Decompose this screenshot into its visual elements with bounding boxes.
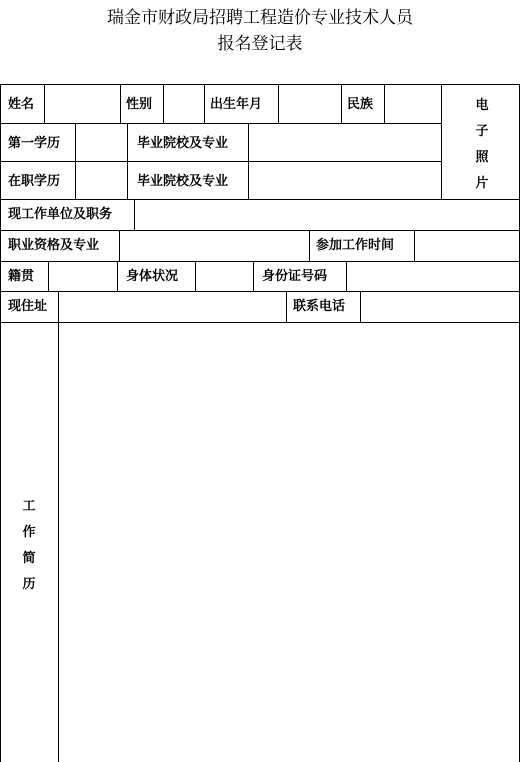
health-field[interactable] bbox=[196, 262, 253, 291]
birth-field[interactable] bbox=[279, 85, 341, 123]
col-divider bbox=[253, 261, 254, 291]
col-divider bbox=[341, 84, 342, 123]
qualification-label: 职业资格及专业 bbox=[8, 238, 100, 253]
native-place-field[interactable] bbox=[49, 262, 117, 291]
health-label: 身体状况 bbox=[126, 269, 179, 284]
phone-field[interactable] bbox=[361, 292, 519, 322]
id-number-label: 身份证号码 bbox=[262, 269, 328, 284]
form-subtitle: 报名登记表 bbox=[217, 34, 303, 54]
resume-char: 历 bbox=[22, 577, 36, 592]
school-major-label-1: 毕业院校及专业 bbox=[137, 136, 229, 151]
col-divider bbox=[309, 230, 310, 261]
current-job-label: 现工作单位及职务 bbox=[8, 207, 113, 222]
name-label: 姓名 bbox=[8, 97, 35, 112]
ethnicity-label: 民族 bbox=[347, 97, 374, 112]
first-education-label: 第一学历 bbox=[8, 136, 61, 151]
work-resume-field[interactable] bbox=[59, 323, 519, 762]
col-divider bbox=[204, 84, 205, 123]
phone-label: 联系电话 bbox=[293, 299, 346, 314]
col-divider bbox=[127, 123, 128, 199]
photo-char: 子 bbox=[475, 124, 489, 139]
resume-char: 工 bbox=[22, 499, 36, 514]
photo-char: 片 bbox=[475, 176, 489, 191]
birth-label: 出生年月 bbox=[210, 97, 263, 112]
photo-char: 电 bbox=[475, 98, 489, 113]
col-divider bbox=[120, 84, 121, 123]
registration-form-table bbox=[0, 84, 520, 762]
work-resume-label bbox=[19, 494, 39, 598]
resume-char: 作 bbox=[22, 525, 36, 540]
photo-cell-label[interactable] bbox=[472, 93, 492, 197]
inservice-education-field[interactable] bbox=[76, 162, 127, 199]
gender-label: 性别 bbox=[126, 97, 153, 112]
ethnicity-field[interactable] bbox=[385, 85, 441, 123]
resume-char: 简 bbox=[22, 551, 36, 566]
id-number-field[interactable] bbox=[347, 262, 519, 291]
work-start-label: 参加工作时间 bbox=[316, 238, 395, 253]
school-major-field-2[interactable] bbox=[249, 162, 441, 199]
qualification-field[interactable] bbox=[120, 231, 309, 261]
address-label: 现住址 bbox=[8, 299, 48, 314]
gender-field[interactable] bbox=[164, 85, 204, 123]
school-major-field-1[interactable] bbox=[249, 124, 441, 161]
photo-char: 照 bbox=[475, 150, 489, 165]
inservice-education-label: 在职学历 bbox=[8, 174, 61, 189]
work-start-field[interactable] bbox=[415, 231, 519, 261]
col-divider bbox=[286, 291, 287, 322]
school-major-label-2: 毕业院校及专业 bbox=[137, 174, 229, 189]
table-border-left bbox=[0, 84, 1, 762]
name-field[interactable] bbox=[45, 85, 120, 123]
native-place-label: 籍贯 bbox=[8, 269, 35, 284]
form-title: 瑞金市财政局招聘工程造价专业技术人员 bbox=[107, 8, 413, 28]
col-divider bbox=[117, 261, 118, 291]
address-field[interactable] bbox=[59, 292, 286, 322]
first-education-field[interactable] bbox=[76, 124, 127, 161]
current-job-field[interactable] bbox=[135, 200, 519, 230]
photo-divider bbox=[441, 84, 442, 199]
